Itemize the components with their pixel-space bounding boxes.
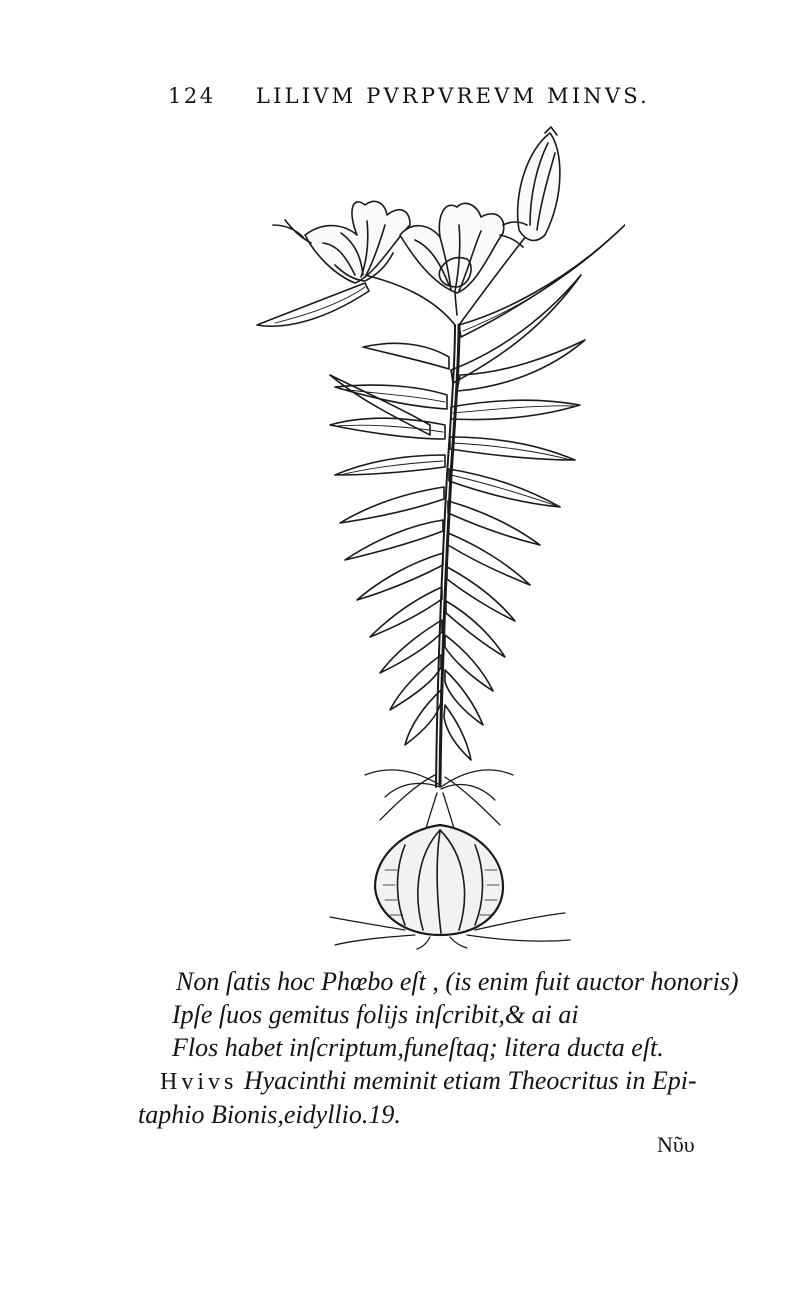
prose-line-1-text: Hyacinthi meminit etiam Theocritus in Epi- — [237, 1066, 697, 1095]
prose-lead-smallcaps: Hvivs — [160, 1069, 238, 1095]
catchword: Nῦυ — [657, 1132, 695, 1157]
prose-line-1 — [160, 1066, 697, 1097]
verse-line-1: Non ſatis hoc Phœbo eſt , (is enim fuit auctor honoris) — [176, 967, 739, 996]
prose-line-2: taphio Bionis,eidyllio.19. — [138, 1100, 401, 1129]
verse-line-3: Flos habet inſcriptum,funeſtaq; litera ducta eſt. — [172, 1033, 664, 1062]
running-title: LILIVM PVRPVREVM MINVS. — [256, 84, 650, 108]
page-number: 124 — [168, 84, 216, 108]
lily-plant-woodcut — [245, 125, 625, 950]
page-header — [168, 84, 708, 114]
verse-line-2: Ipſe ſuos gemitus folijs inſcribit,& ai ai — [172, 1000, 579, 1029]
